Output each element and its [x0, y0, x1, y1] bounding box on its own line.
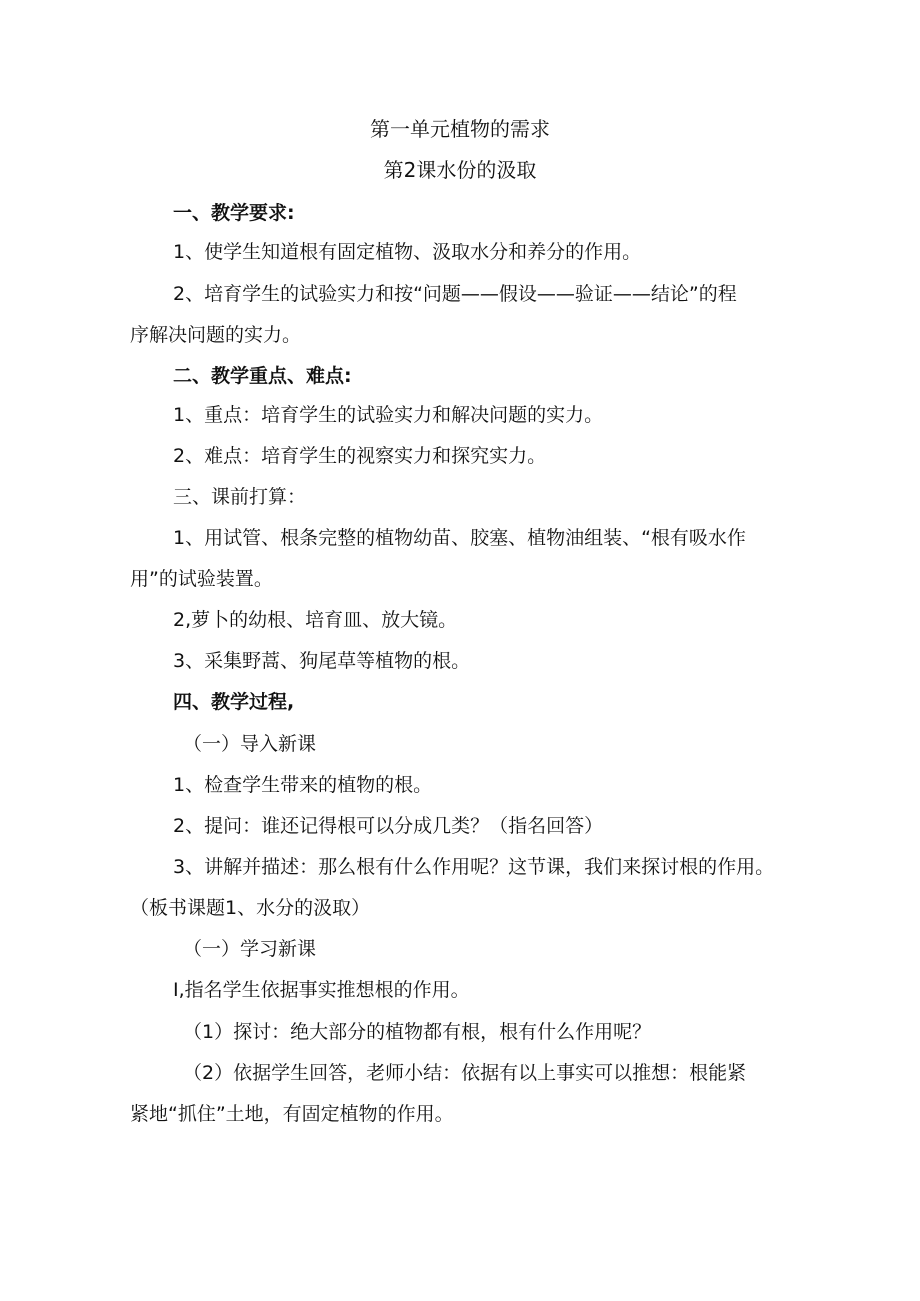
paragraph-line: 3、采集野蒿、狗尾草等植物的根。: [173, 650, 471, 672]
subsection-heading: （一）学习新课: [183, 938, 317, 960]
paragraph-line: 2,萝卜的幼根、培育皿、放大镜。: [173, 609, 458, 631]
paragraph-line: 2、难点：培育学生的视察实力和探究实力。: [173, 445, 547, 467]
paragraph-line: 1、用试管、根条完整的植物幼苗、胶塞、植物油组装、“根有吸水作: [173, 527, 746, 549]
document-title: 第一单元植物的需求: [370, 117, 550, 141]
subsection-heading: （一）导入新课: [183, 733, 317, 755]
paragraph-line: （板书课题1、水分的汲取）: [130, 897, 371, 919]
paragraph-line: 紧地“抓住”土地，有固定植物的作用。: [130, 1103, 454, 1125]
paragraph-line: 3、讲解并描述：那么根有什么作用呢？这节课，我们来探讨根的作用。: [173, 856, 775, 878]
paragraph-line: I,指名学生依据事实推想根的作用。: [173, 979, 470, 1001]
section-heading: 一、教学要求:: [173, 202, 295, 224]
paragraph-line: 1、使学生知道根有固定植物、汲取水分和养分的作用。: [173, 241, 642, 263]
paragraph-line: 用”的试验装置。: [130, 568, 273, 590]
paragraph-line: 2、培育学生的试验实力和按“问题——假设——验证——结论”的程: [173, 283, 737, 305]
section-heading: 三、课前打算：: [173, 486, 307, 508]
paragraph-line: （1）探讨：绝大部分的植物都有根，根有什么作用呢？: [183, 1021, 652, 1043]
paragraph-line: 1、检查学生带来的植物的根。: [173, 774, 433, 796]
section-heading: 四、教学过程,: [173, 691, 295, 713]
lesson-subtitle: 第2课水份的汲取: [383, 158, 537, 182]
paragraph-line: 1、重点：培育学生的试验实力和解决问题的实力。: [173, 404, 604, 426]
section-heading: 二、教学重点、难点:: [173, 365, 352, 387]
paragraph-line: 2、提问：谁还记得根可以分成几类？（指名回答）: [173, 815, 604, 837]
paragraph-line: （2）依据学生回答，老师小结：依据有以上事实可以推想：根能紧: [183, 1062, 747, 1084]
paragraph-line: 序解决问题的实力。: [130, 324, 302, 346]
